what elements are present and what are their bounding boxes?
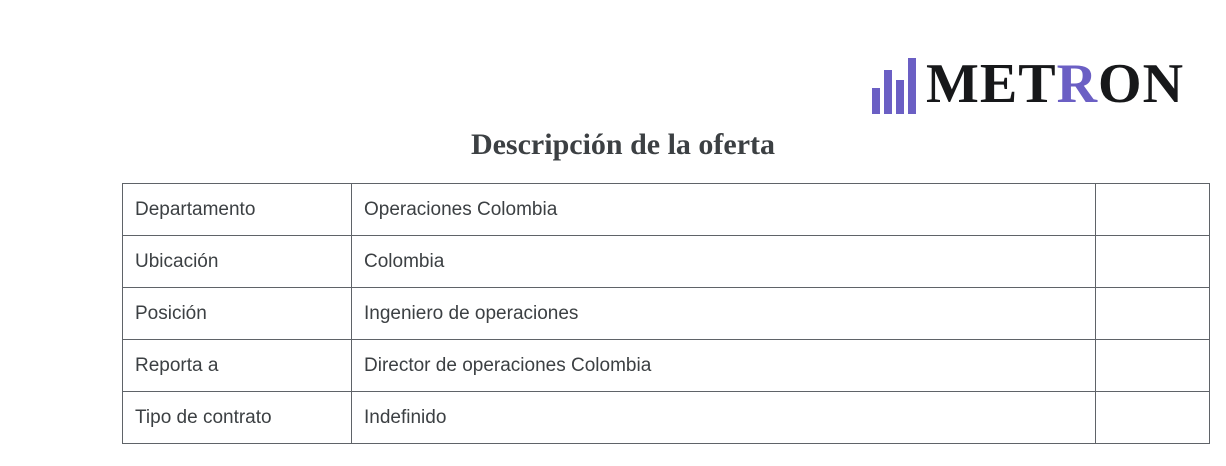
- row-value: Indefinido: [352, 392, 1096, 444]
- row-label: Posición: [123, 288, 352, 340]
- bar-chart-icon: [872, 52, 916, 114]
- row-extra: [1096, 236, 1210, 288]
- table-row: [123, 392, 1210, 444]
- row-label: Ubicación: [123, 236, 352, 288]
- row-label: Departamento: [123, 184, 352, 236]
- row-label: Reporta a: [123, 340, 352, 392]
- row-value: Colombia: [352, 236, 1096, 288]
- table-row: [123, 288, 1210, 340]
- logo-wordmark: [926, 53, 1185, 115]
- row-value: Director de operaciones Colombia: [352, 340, 1096, 392]
- table-row: [123, 184, 1210, 236]
- metron-logo: [872, 44, 1184, 116]
- offer-description-table: [122, 183, 1210, 444]
- row-value: Operaciones Colombia: [352, 184, 1096, 236]
- row-extra: [1096, 392, 1210, 444]
- logo-text-part2: ON: [1098, 53, 1185, 115]
- table-row: [123, 236, 1210, 288]
- page-title: Descripción de la oferta: [470, 128, 776, 161]
- row-extra: [1096, 340, 1210, 392]
- logo-text-accent: R: [1056, 53, 1099, 115]
- row-label: Tipo de contrato: [123, 392, 352, 444]
- row-extra: [1096, 288, 1210, 340]
- table-row: [123, 340, 1210, 392]
- row-extra: [1096, 184, 1210, 236]
- logo-text-part1: MET: [926, 53, 1057, 115]
- row-value: Ingeniero de operaciones: [352, 288, 1096, 340]
